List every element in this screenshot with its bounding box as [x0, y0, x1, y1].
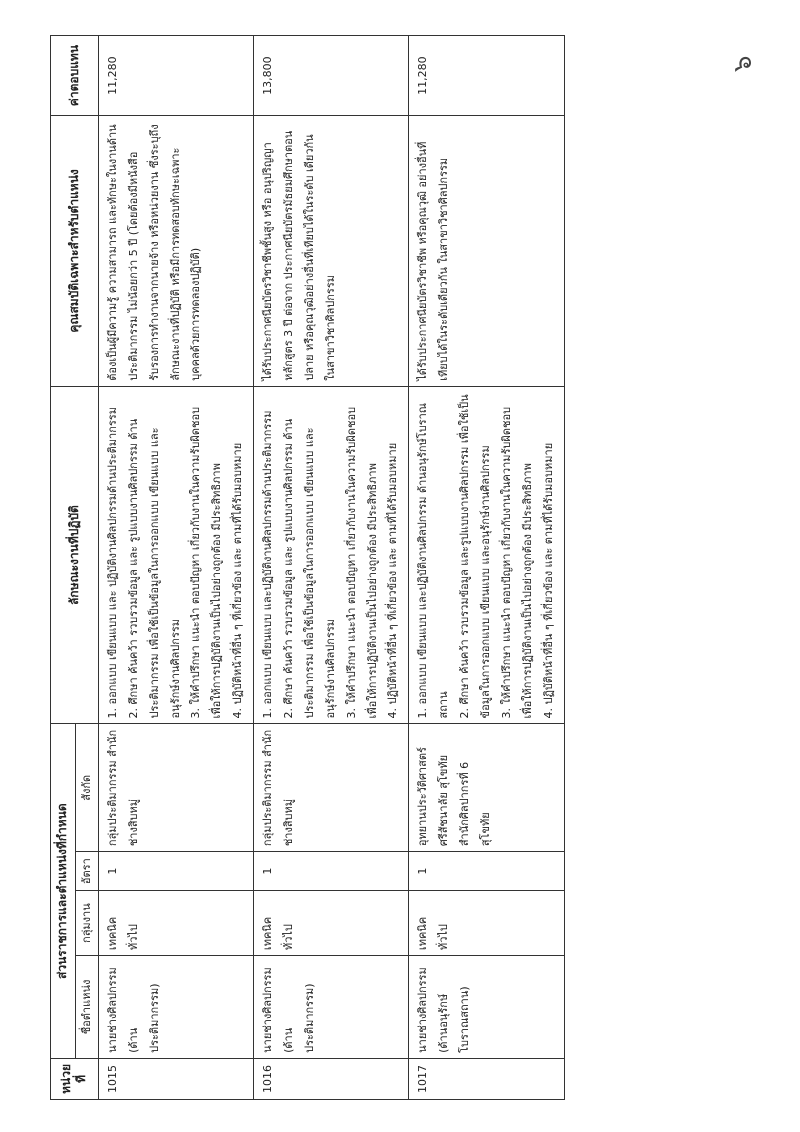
- duty-item: 2. ศึกษา ค้นคว้า รวบรวมข้อมูล และ รูปแบบงานศิลปกรรม ด้านประติมากรรม เพื่อใช้เป็นข้อมูลในการออกแบบ เขียนแบบ และ อนุรักษ์งานศิลปกรรม: [126, 418, 182, 719]
- header-qualifications: คุณสมบัติเฉพาะสำหรับตำแหน่ง: [51, 116, 99, 387]
- page-mark: ๖: [728, 55, 758, 72]
- duty-item: 1. ออกแบบ เขียนแบบ และปฏิบัติงานศิลปกรรมด้านประติมากรรม: [261, 410, 275, 719]
- header-group-title: ส่วนราชการและตำแหน่งที่กำหนด: [51, 724, 76, 1058]
- header-position-name: ชื่อตำแหน่ง: [75, 956, 98, 1059]
- rate-count: 1: [254, 852, 409, 891]
- header-duties: ลักษณะงานที่ปฏิบัติ: [51, 386, 99, 724]
- unit-number: 1017: [409, 1058, 564, 1099]
- duty-item: 3. ให้คำปรึกษา แนะนำ ตอบปัญหา เกี่ยวกับงานในความรับผิดชอบ เพื่อให้การปฏิบัติงานเป็นไปอย่างถูกต้อง มีประสิทธิภาพ: [499, 406, 534, 719]
- duty-item: 3. ให้คำปรึกษา แนะนำ ตอบปัญหา เกี่ยวกับงานในความรับผิดชอบ เพื่อให้การปฏิบัติงานเป็นไปอย่างถูกต้อง มีประสิทธิภาพ: [344, 406, 379, 719]
- position-name: นายช่างศิลปกรรม (ด้านประติมากรรม): [254, 956, 409, 1059]
- position-name: นายช่างศิลปกรรม (ด้านอนุรักษ์โบราณสถาน): [409, 956, 564, 1059]
- rate-count: 1: [98, 852, 253, 891]
- table-row: [98, 36, 253, 1100]
- duty-item: 1. ออกแบบ เขียนแบบ และ ปฏิบัติงานศิลปกรรมด้านประติมากรรม: [105, 407, 119, 719]
- line-group: เทคนิคทั่วไป: [409, 891, 564, 956]
- position-name: นายช่างศิลปกรรม (ด้านประติมากรรม): [98, 956, 253, 1059]
- affiliation: กลุ่มประติมากรรม สำนักช่างสิบหมู่: [254, 724, 409, 852]
- compensation: 13,800: [254, 36, 409, 116]
- duty-item: 4. ปฏิบัติหน้าที่อื่น ๆ ที่เกี่ยวข้อง และ ตามที่ได้รับมอบหมาย: [231, 442, 245, 719]
- header-unit-no: หน่วยที่: [51, 1058, 99, 1099]
- duty-item: 2. ศึกษา ค้นคว้า รวบรวมข้อมูล และรูปแบบงานศิลปกรรม เพื่อใช้เป็นข้อมูลในการออกแบบ เขียนแบบ และอนุรักษ์งานศิลปกรรม: [458, 394, 493, 719]
- header-affiliation: สังกัด: [75, 724, 98, 852]
- header-compensation: ค่าตอบแทน: [51, 36, 99, 116]
- compensation: 11,280: [409, 36, 564, 116]
- duty-item: 2. ศึกษา ค้นคว้า รวบรวมข้อมูล และ รูปแบบงานศิลปกรรม ด้านประติมากรรม เพื่อใช้เป็นข้อมูลในการออกแบบ เขียนแบบ และ อนุรักษ์งานศิลปกรรม: [282, 418, 337, 719]
- qualifications: ต้องเป็นผู้มีความรู้ ความสามารถ และทักษะในงานด้านประติมากรรม ไม่น้อยกว่า 5 ปี (โดยต้องมีหนังสือรับรองการทำงานจากนายจ้าง หรือหน่วยงาน ซึ่งระบุถึงลักษณะงานที่ปฏิบัติ หรือมีการทดสอบทักษะเฉพาะบุคคลด้วยการทดลองปฏิบัติ): [98, 116, 253, 387]
- table-row: [409, 36, 564, 1100]
- qualifications: ได้รับประกาศนียบัตรวิชาชีพชั้นสูง หรือ อนุปริญญาหลักสูตร 3 ปี ต่อจาก ประกาศนียบัตรมัธยมศึกษาตอนปลาย หรือคุณวุฒิอย่างอื่นที่เทียบได้ในระดับ เดียวกัน ในสาขาวิชาศิลปกรรม: [254, 116, 409, 387]
- affiliation: กลุ่มประติมากรรม สำนักช่างสิบหมู่: [98, 724, 253, 852]
- affiliation: อุทยานประวัติศาสตร์ ศรีสัชนาลัย สุโขทัย สำนักศิลปากรที่ 6 สุโขทัย: [409, 724, 564, 852]
- duty-item: 4. ปฏิบัติหน้าที่อื่น ๆ ที่เกี่ยวข้อง และ ตามที่ได้รับมอบหมาย: [541, 442, 555, 719]
- unit-number: 1016: [254, 1058, 409, 1099]
- duty-item: 3. ให้คำปรึกษา แนะนำ ตอบปัญหา เกี่ยวกับงานในความรับผิดชอบ เพื่อให้การปฏิบัติงานเป็นไปอย่างถูกต้อง มีประสิทธิภาพ: [189, 406, 224, 719]
- header-rate: อัตรา: [75, 852, 98, 891]
- duty-item: 4. ปฏิบัติหน้าที่อื่น ๆ ที่เกี่ยวข้อง และ ตามที่ได้รับมอบหมาย: [386, 442, 400, 719]
- rate-count: 1: [409, 852, 564, 891]
- header-line-group: กลุ่มงาน: [75, 891, 98, 956]
- duties-cell: [254, 386, 409, 724]
- compensation: 11,280: [98, 36, 253, 116]
- line-group: เทคนิคทั่วไป: [254, 891, 409, 956]
- duties-cell: [409, 386, 564, 724]
- unit-number: 1015: [98, 1058, 253, 1099]
- duty-item: 1. ออกแบบ เขียนแบบ และปฏิบัติงานศิลปกรรม ด้านอนุรักษ์โบราณสถาน: [416, 403, 451, 719]
- table-row: [254, 36, 409, 1100]
- line-group: เทคนิคทั่วไป: [98, 891, 253, 956]
- positions-table: [50, 35, 565, 1100]
- duties-cell: [98, 386, 253, 724]
- header-row-1: [51, 36, 76, 1100]
- qualifications: ได้รับประกาศนียบัตรวิชาชีพ หรือคุณวุฒิ อย่างอื่นที่เทียบได้ในระดับเดียวกัน ในสาขาวิชาศิลปกรรม: [409, 116, 564, 387]
